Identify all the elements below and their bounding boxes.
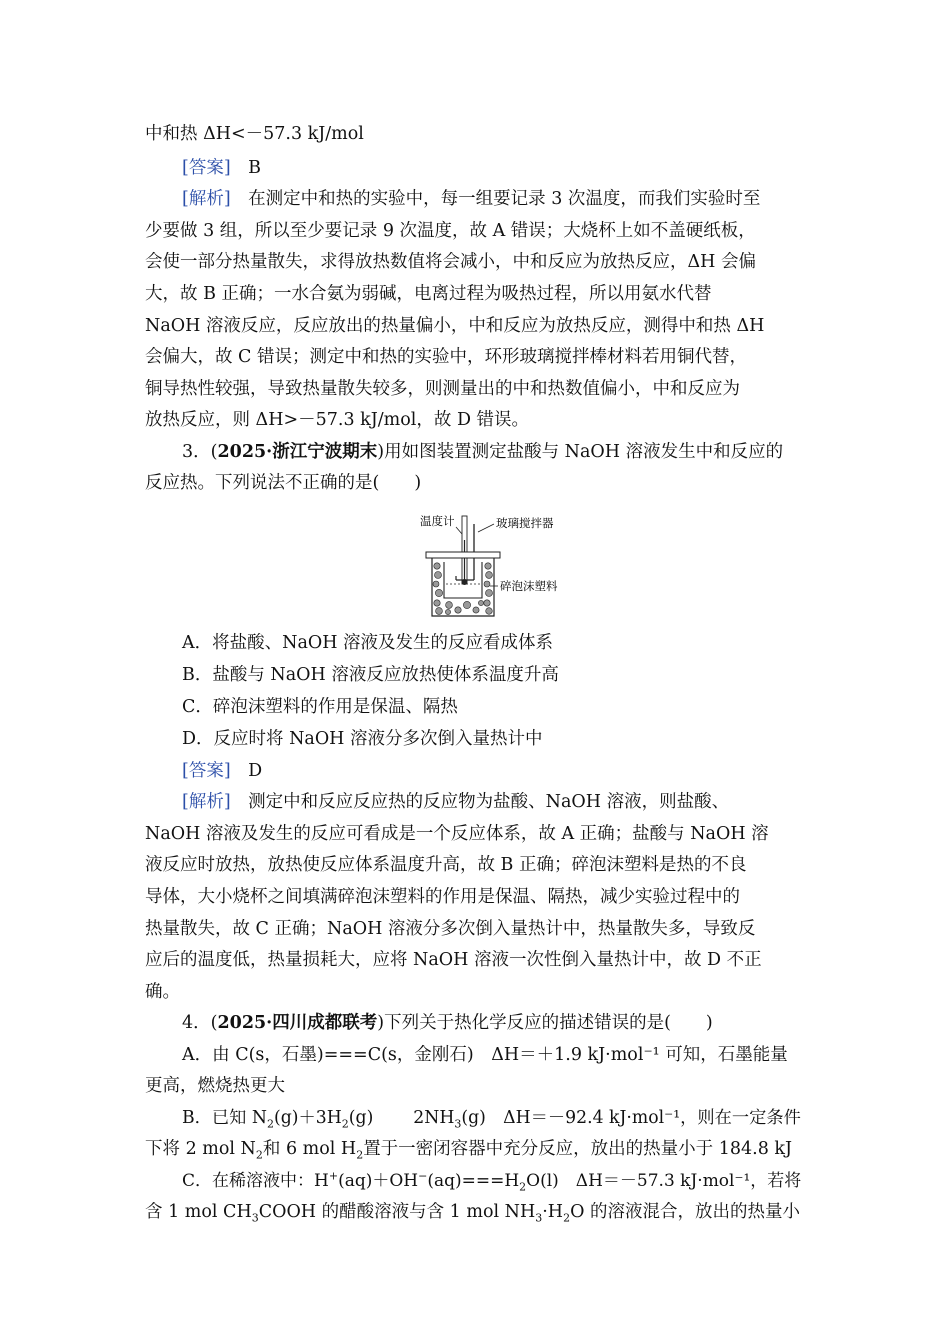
text: B．已知 N: [182, 1108, 268, 1128]
analysis-tag: [解析]: [182, 792, 231, 812]
analysis-line: 铜导热性较强，导致热量散失较多，则测量出的中和热数值偏小，中和反应为: [145, 379, 740, 399]
analysis-text: 在测定中和热的实验中，每一组要记录 3 次温度，而我们实验时至: [248, 189, 761, 209]
subscript: 2: [563, 1211, 571, 1225]
analysis-tag: [解析]: [182, 189, 231, 209]
calorimeter-figure: [418, 510, 578, 622]
q4-stem-line: [182, 1012, 807, 1034]
analysis-text: 测定中和反应反应热的反应物为盐酸、NaOH 溶液，则盐酸、: [248, 792, 730, 812]
analysis-line: 放热反应，则 ΔH>－57.3 kJ/mol，故 D 错误。: [145, 410, 530, 430]
subscript: 3: [535, 1211, 543, 1225]
subscript: 2: [255, 1148, 263, 1162]
analysis-line: 导体，大小烧杯之间填满碎泡沫塑料的作用是保温、隔热，减少实验过程中的: [145, 887, 740, 907]
text: C．在稀溶液中：H: [182, 1171, 329, 1191]
text: 含 1 mol CH: [145, 1202, 252, 1222]
analysis-line: NaOH 溶液及发生的反应可看成是一个反应体系，故 A 正确；盐酸与 NaOH 溶: [145, 824, 769, 844]
text-line: 中和热 ΔH<－57.3 kJ/mol: [145, 124, 364, 144]
answer-tag: [答案]: [182, 761, 231, 781]
subscript: 2: [356, 1148, 364, 1162]
text: ·H: [542, 1202, 564, 1222]
question-source: 2025·浙江宁波期末: [217, 442, 378, 462]
text: 置于一密闭容器中充分反应，放出的热量小于 184.8 kJ: [363, 1139, 793, 1159]
label-foam: 碎泡沫塑料: [500, 579, 558, 593]
superscript: −: [418, 1169, 428, 1183]
analysis-line: 确。: [145, 982, 180, 1002]
subscript: 3: [454, 1117, 462, 1131]
q4-option-a-line-2: 更高，燃烧热更大: [145, 1076, 285, 1096]
analysis-line: NaOH 溶液反应，反应放出的热量偏小，中和反应为放热反应，测得中和热 ΔH: [145, 316, 765, 336]
text: 下将 2 mol N: [145, 1139, 256, 1159]
text: COOH 的醋酸溶液与含 1 mol NH: [258, 1202, 536, 1222]
q3-stem-line-2: 反应热。下列说法不正确的是( ): [145, 473, 422, 493]
text: (g)＋3H: [274, 1108, 342, 1128]
q4-option-c-line-2: [145, 1201, 807, 1223]
q2-answer-line: [182, 157, 807, 179]
subscript: 2: [267, 1117, 275, 1131]
answer-tag: [答案]: [182, 158, 231, 178]
q4-option-b-line-1: [182, 1107, 807, 1129]
subscript: 2: [519, 1180, 527, 1194]
text: (g) 2NH: [348, 1108, 455, 1128]
question-source: 2025·四川成都联考: [217, 1013, 378, 1033]
q3-analysis-line-1: [182, 791, 807, 813]
option-b: B．盐酸与 NaOH 溶液反应放热使体系温度升高: [182, 665, 559, 685]
text: (aq)===H: [427, 1171, 520, 1191]
q2-analysis-line-1: [182, 188, 807, 210]
analysis-line: 液反应时放热，放热使反应体系温度升高，故 B 正确；碎泡沫塑料是热的不良: [145, 855, 747, 875]
text: O 的溶液混合，放出的热量小: [570, 1202, 800, 1222]
q4-option-c-line-1: [182, 1170, 807, 1192]
analysis-line: 热量散失，故 C 正确；NaOH 溶液分多次倒入量热计中，热量散失多，导致反: [145, 919, 756, 939]
q4-option-a-line-1: A．由 C(s，石墨)===C(s，金刚石) ΔH＝＋1.9 kJ·mol⁻¹ 可知，石墨能量: [182, 1045, 788, 1065]
question-number: 3．(: [182, 442, 218, 462]
question-stem: )下列关于热化学反应的描述错误的是( ): [377, 1013, 713, 1033]
text: 和 6 mol H: [262, 1139, 357, 1159]
text: (g) ΔH＝－92.4 kJ·mol⁻¹，则在一定条件: [461, 1108, 801, 1128]
label-thermometer: 温度计: [420, 514, 455, 528]
text: O(l) ΔH＝－57.3 kJ·mol⁻¹，若将: [526, 1171, 802, 1191]
question-stem: )用如图装置测定盐酸与 NaOH 溶液发生中和反应的: [377, 442, 784, 462]
question-number: 4．(: [182, 1013, 218, 1033]
analysis-line: 大，故 B 正确；一水合氨为弱碱，电离过程为吸热过程，所以用氨水代替: [145, 284, 712, 304]
analysis-line: 应后的温度低，热量损耗大，应将 NaOH 溶液一次性倒入量热计中，故 D 不正: [145, 950, 762, 970]
q3-answer-line: [182, 760, 807, 782]
option-d: D．反应时将 NaOH 溶液分多次倒入量热计中: [182, 729, 543, 749]
option-a: A．将盐酸、NaOH 溶液及发生的反应看成体系: [182, 633, 554, 653]
analysis-line: 会使一部分热量散失，求得放热数值将会减小，中和反应为放热反应，ΔH 会偏: [145, 252, 756, 272]
superscript: +: [328, 1169, 339, 1183]
subscript: 3: [251, 1211, 259, 1225]
analysis-line: 少要做 3 组，所以至少要记录 9 次温度，故 A 错误；大烧杯上如不盖硬纸板，: [145, 221, 756, 241]
text: (aq)＋OH: [338, 1171, 419, 1191]
label-stirrer: 玻璃搅拌器: [496, 516, 554, 530]
answer-value: B: [248, 158, 262, 178]
q3-stem-line-1: [182, 441, 807, 463]
q4-option-b-line-2: [145, 1138, 807, 1160]
lid-icon: [426, 552, 500, 558]
analysis-line: 会偏大，故 C 错误；测定中和热的实验中，环形玻璃搅拌棒材料若用铜代替，: [145, 347, 748, 367]
option-c: C．碎泡沫塑料的作用是保温、隔热: [182, 697, 458, 717]
answer-value: D: [248, 761, 263, 781]
subscript: 2: [341, 1117, 349, 1131]
